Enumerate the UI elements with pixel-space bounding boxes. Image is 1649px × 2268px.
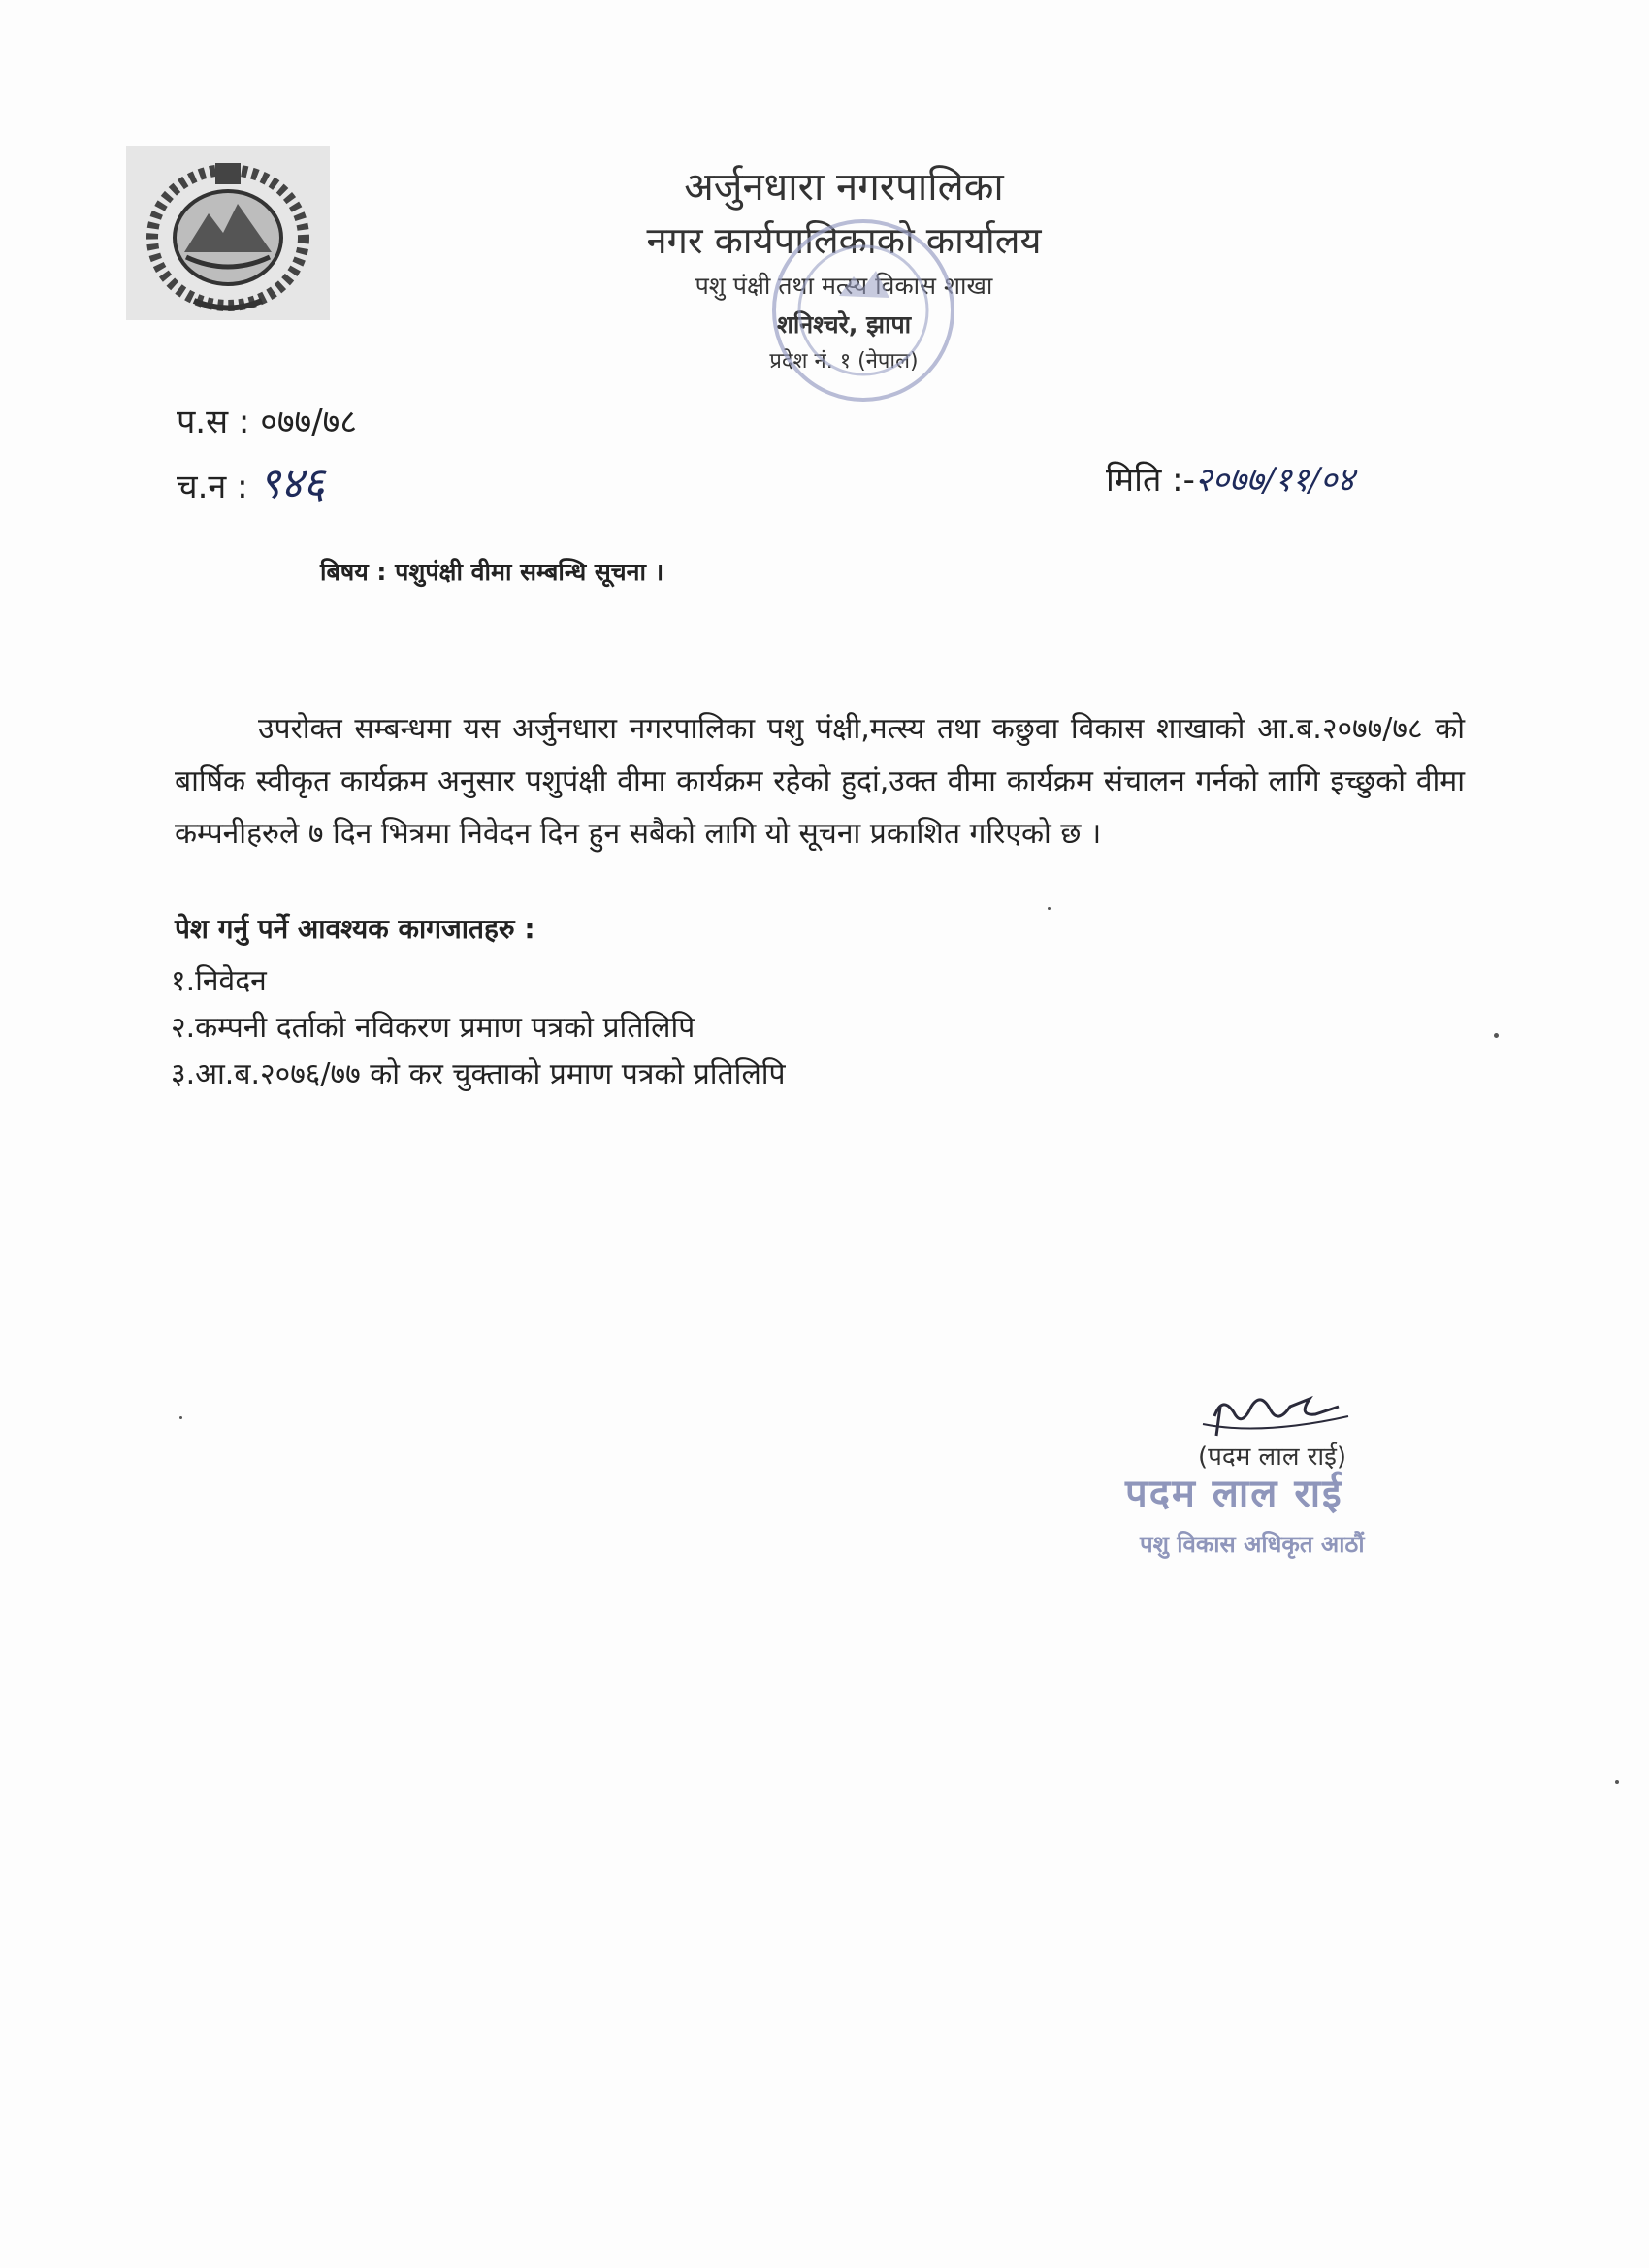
scan-speck: [1494, 1033, 1499, 1038]
dispatch-number: [177, 452, 325, 510]
date-value: २०७७/११/०४: [1194, 461, 1355, 500]
letter-number-value: ०७७/७८: [260, 403, 358, 441]
required-documents-title: पेश गर्नु पर्ने आवश्यक कागजातहरु :: [175, 913, 535, 945]
list-item: ३.आ.ब.२०७६/७७ को कर चुक्ताको प्रमाण पत्रको प्रतिलिपि: [171, 1057, 786, 1091]
date-label: मिति :-: [1106, 461, 1195, 500]
list-item: २.कम्पनी दर्ताको नविकरण प्रमाण पत्रको प्रतिलिपि: [171, 1011, 695, 1045]
required-documents-list: [171, 958, 786, 1098]
subject-line: [320, 555, 663, 588]
scan-speck: [1615, 1780, 1619, 1784]
signatory-name: (पदम लाल राई): [1198, 1442, 1347, 1472]
scan-speck: [1048, 907, 1051, 910]
signatory-stamp-name: पदम लाल राई: [1125, 1472, 1343, 1516]
branch-name: पशु पंक्षी तथा मत्स्य विकास शाखा: [695, 272, 993, 300]
list-item: १.निवेदन: [171, 964, 267, 998]
office-location: शनिश्चरे, झापा: [776, 310, 912, 339]
signatory-stamp-title: पशु विकास अधिकृत आठौं: [1140, 1531, 1365, 1558]
municipality-name: अर्जुनधारा नगरपालिका: [684, 165, 1004, 210]
notice-body: उपरोक्त सम्बन्धमा यस अर्जुनधारा नगरपालिका पशु पंक्षी,मत्स्य तथा कछुवा विकास शाखाको आ.ब.२०७७/७८ को बार्षिक स्वीकृत कार्यक्रम अनुसार पशुपंक्षी वीमा कार्यक्रम रहेको हुदां,उक्त वीमा कार्यक्रम संचालन गर्नको लागि इच्छुको वीमा कम्पनीहरुले ७ दिन भित्रमा निवेदन दिन हुन सबैको लागि यो सूचना प्रकाशित गरिएको छ ।: [175, 712, 1465, 851]
letter-number: [177, 398, 357, 442]
province-line: प्रदेश नं. १ (नेपाल): [769, 349, 919, 373]
dispatch-number-label: च.न :: [177, 468, 248, 506]
subject-label: बिषय :: [320, 558, 387, 586]
office-name: नगर कार्यपालिकाको कार्यालय: [646, 219, 1042, 262]
nepal-emblem-logo: [126, 146, 330, 320]
dispatch-number-value: ९४६: [258, 459, 325, 508]
letter-date: [1106, 456, 1354, 501]
subject-text: पशुपंक्षी वीमा सम्बन्धि सूचना ।: [395, 558, 664, 586]
office-round-stamp: [761, 209, 965, 412]
letter-number-label: प.स :: [177, 403, 250, 441]
scan-speck: [179, 1416, 182, 1419]
